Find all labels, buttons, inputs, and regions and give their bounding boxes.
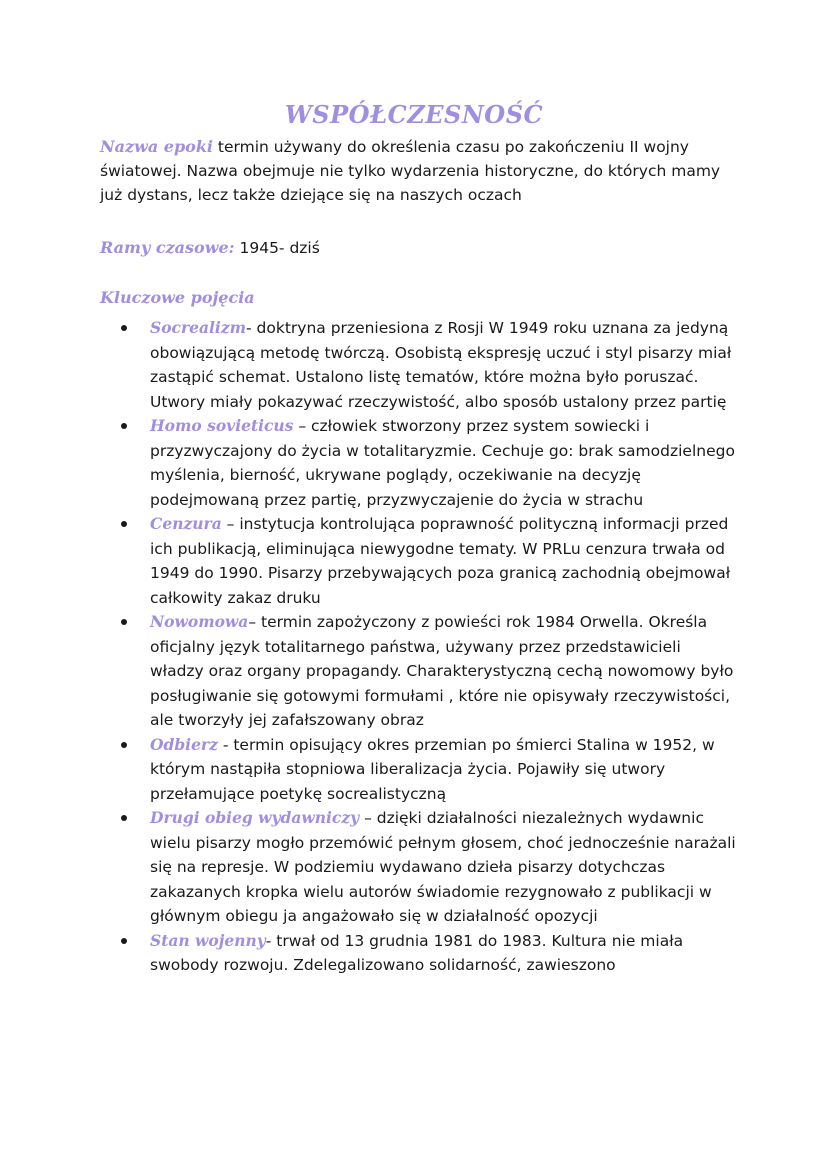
term-name: Cenzura xyxy=(150,514,222,533)
term-name: Nowomowa xyxy=(150,612,249,631)
bullet-icon xyxy=(121,742,127,748)
intro-text: termin używany do określenia czasu po zakończeniu II wojny światowej. Nazwa obejmuje nie tylko wydarzenia historyczne, do których mamy już dystans, lecz także dziejące się na naszych oczach xyxy=(100,138,721,204)
list-item xyxy=(118,929,738,978)
key-concepts-list xyxy=(118,316,738,978)
term-name: Odbierz xyxy=(150,734,218,754)
intro-label: Nazwa epoki xyxy=(100,137,213,156)
list-item xyxy=(118,512,738,610)
key-concepts-heading: Kluczowe pojęcia xyxy=(100,288,255,307)
timeframe-text: 1945- dziś xyxy=(234,239,320,257)
term-name: Drugi obieg wydawniczy xyxy=(150,808,360,827)
bullet-icon xyxy=(121,521,127,527)
term-definition: - trwał od 13 grudnia 1981 do 1983. Kultura nie miała swobody rozwoju. Zdelegalizowano solidarność, zawieszono xyxy=(150,931,684,974)
intro-paragraph xyxy=(100,135,740,207)
bullet-icon xyxy=(121,423,127,429)
list-item xyxy=(118,733,738,807)
bullet-icon xyxy=(121,815,127,821)
list-item xyxy=(118,610,738,733)
bullet-icon xyxy=(121,938,127,944)
term-definition: - termin opisujący okres przemian po śmierci Stalina w 1952, w którym nastąpiła stopniowa liberalizacja życia. Pojawiły się utwory przełamujące poetykę socrealistyczną xyxy=(150,735,715,803)
bullet-icon xyxy=(121,619,127,625)
term-definition: – człowiek stworzony przez system sowiecki i przyzwyczajony do życia w totalitaryzmie. Cechuje go: brak samodzielnego myślenia, bierność, ukrywane poglądy, oczekiwanie na decyzję podejmowaną przez partię, przyzwyczajenie do życia w strachu xyxy=(150,417,735,509)
list-item xyxy=(118,806,738,929)
term-name: Stan wojenny xyxy=(150,930,266,950)
page-title: WSPÓŁCZESNOŚĆ xyxy=(284,100,544,129)
list-item xyxy=(118,316,738,414)
term-name: Homo sovieticus xyxy=(150,416,294,435)
term-definition: - doktryna przeniesiona z Rosji W 1949 roku uznana za jedyną obowiązującą metodę twórczą. Osobistą ekspresję uczuć i styl pisarzy miał zastąpić schemat. Ustalono listę tematów, które można było poruszać. Utwory miały pokazywać rzeczywistość, albo sposób ustalony przez partię xyxy=(150,319,732,411)
bullet-icon xyxy=(121,325,127,331)
term-definition: – termin zapożyczony z powieści rok 1984 Orwella. Określa oficjalny język totalitarnego państwa, używany przez przedstawicieli władzy oraz organy propagandy. Charakterystyczną cechą nowomowy było posługiwanie się gotowymi formułami , które nie opisywały rzeczywistości, ale tworzyły jej zafałszowany obraz xyxy=(150,613,734,729)
term-definition: – instytucja kontrolująca poprawność polityczną informacji przed ich publikacją, eliminująca niewygodne tematy. W PRLu cenzura trwała od 1949 do 1990. Pisarzy przebywających poza granicą zachodnią obejmował całkowity zakaz druku xyxy=(150,515,731,607)
timeframe-paragraph xyxy=(100,236,740,260)
term-definition: – dzięki działalności niezależnych wydawnic wielu pisarzy mogło przemówić pełnym głosem, choć jednocześnie narażali się na represje. W podziemiu wydawano dzieła pisarzy dotychczas zakazanych kropka wielu autorów świadomie rezygnowało z publikacji w głównym obiegu ja angażowało się w działalność opozycji xyxy=(150,809,736,925)
term-name: Socrealizm xyxy=(150,318,247,337)
list-item xyxy=(118,414,738,512)
timeframe-label: Ramy czasowe: xyxy=(100,238,235,257)
